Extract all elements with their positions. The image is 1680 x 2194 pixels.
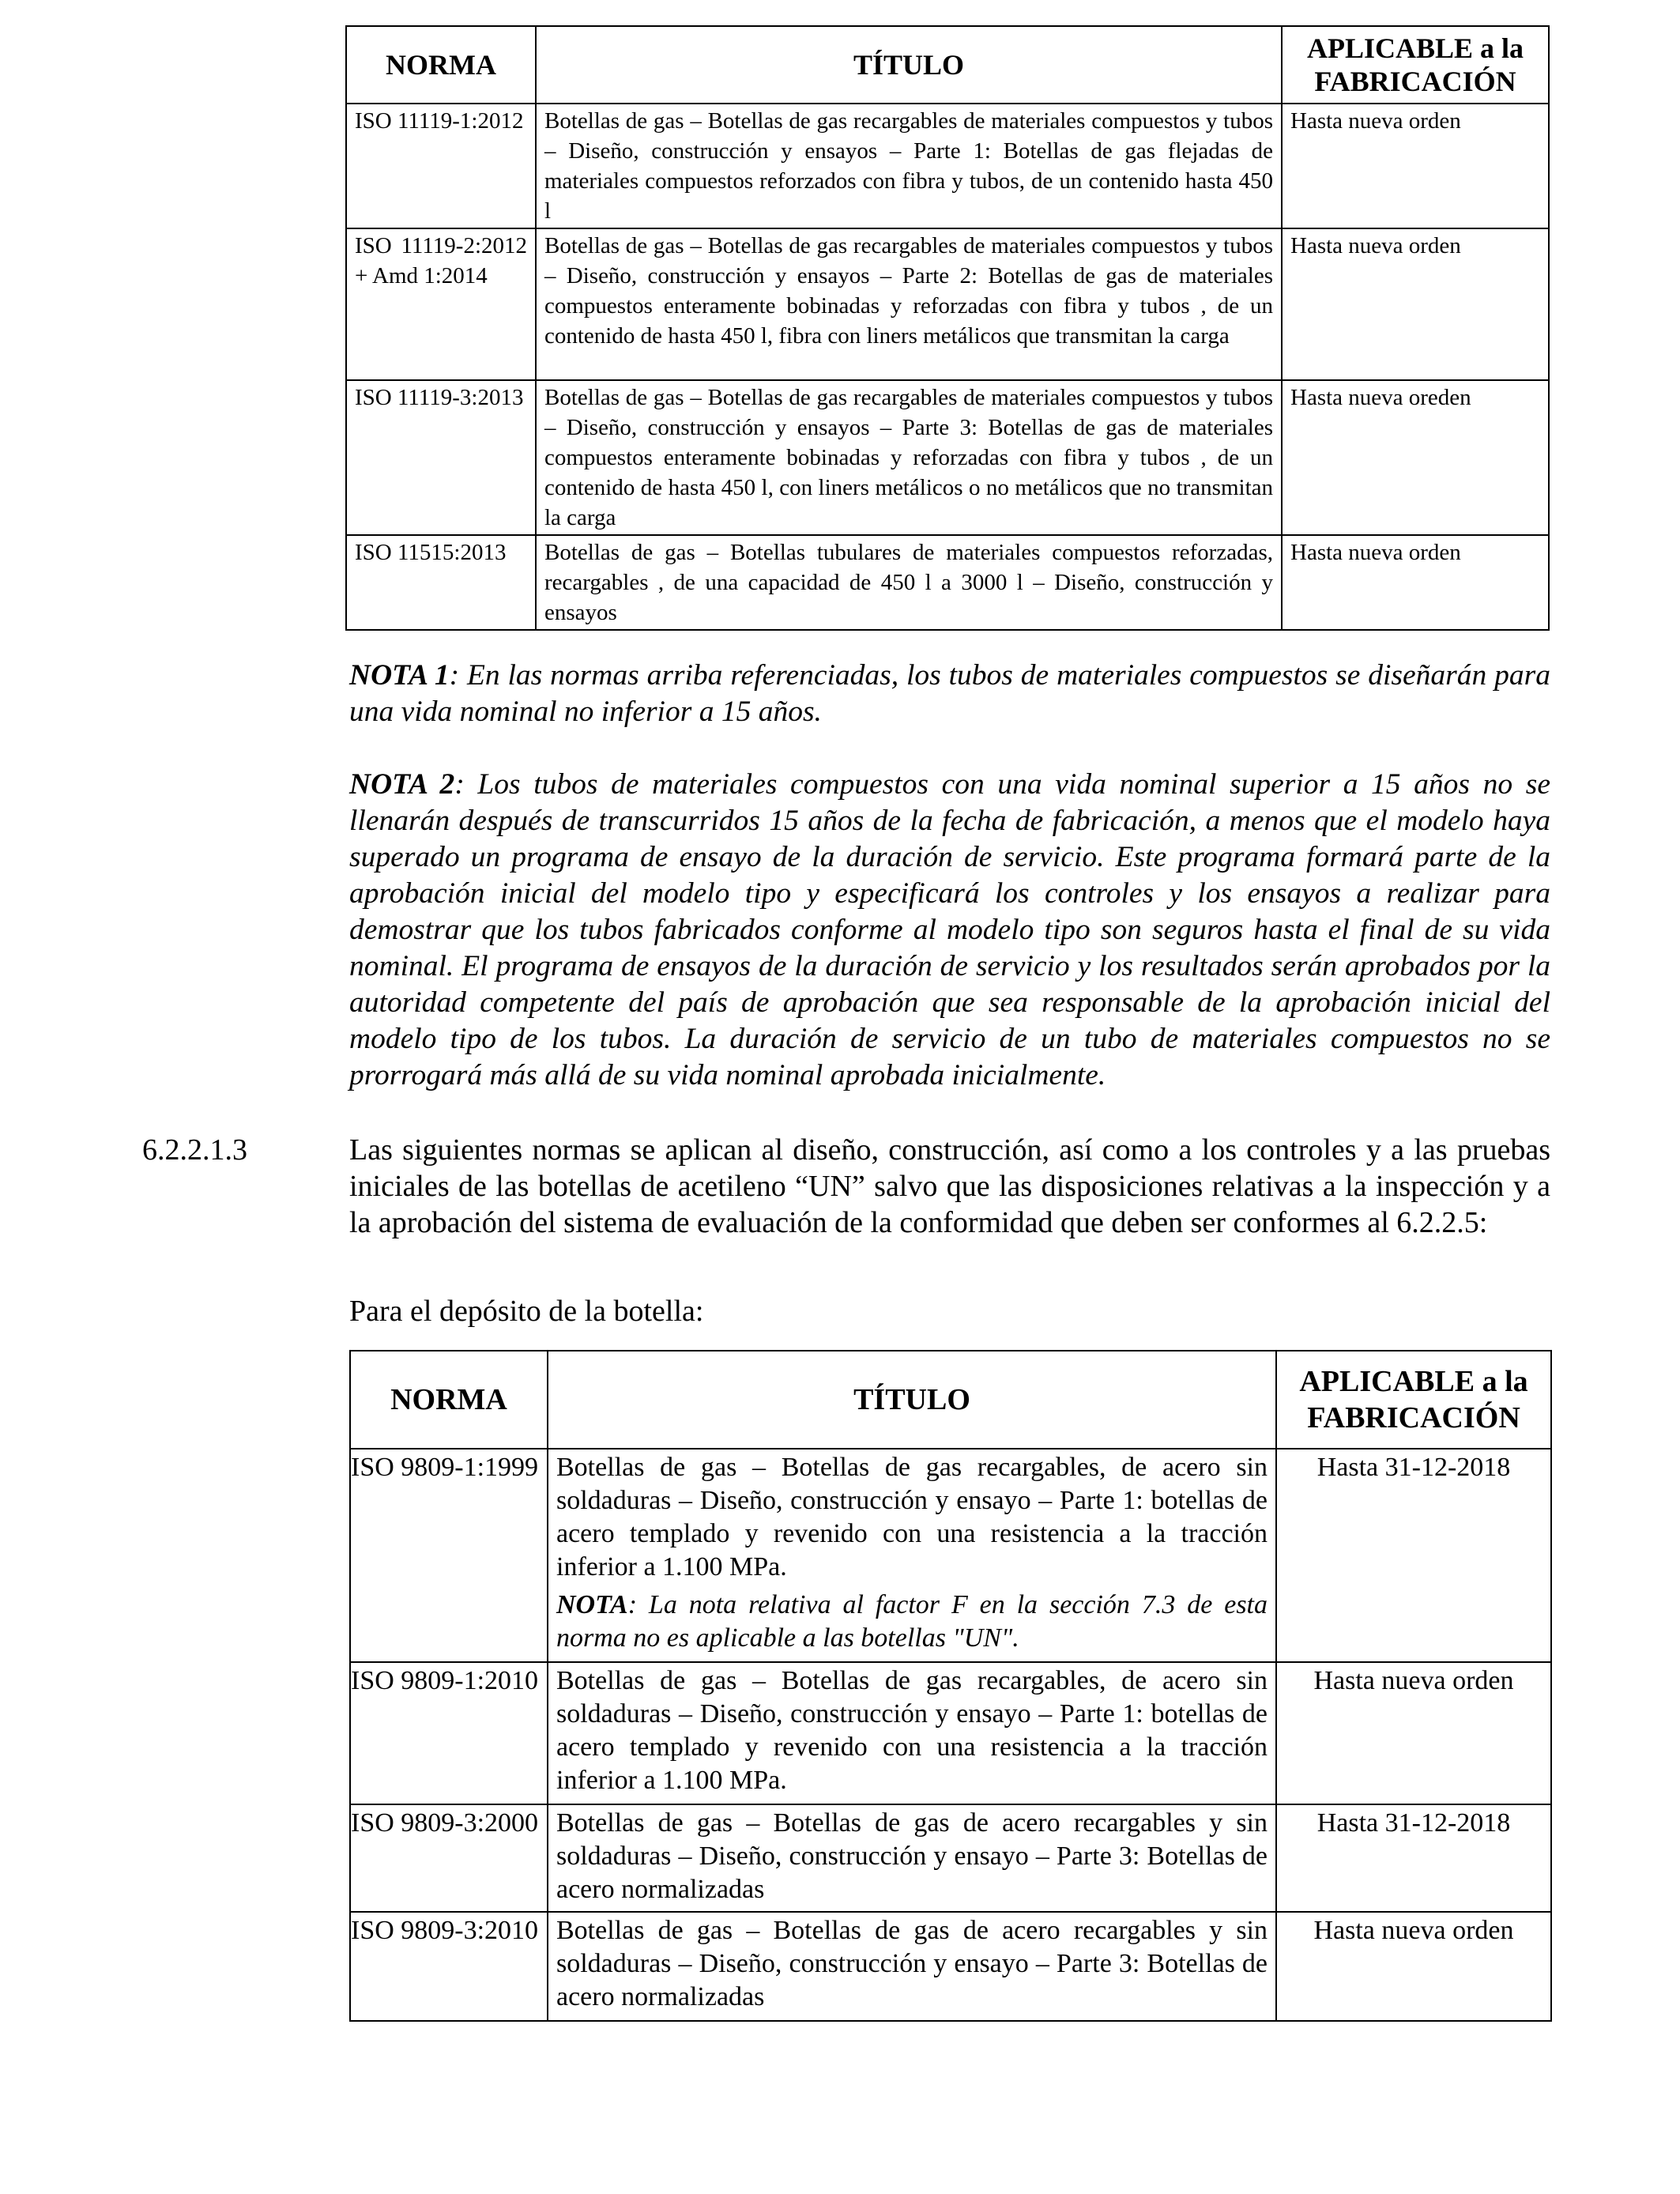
table-row [346,104,1549,228]
header-norma: NORMA [350,1351,548,1449]
aplicable-cell: Hasta nueva orden [1282,535,1549,630]
titulo-cell: Botellas de gas – Botellas de gas recargables, de acero sin soldaduras – Diseño, construcción y ensayo – Parte 1: botellas de acero templado y revenido con una resistencia a la tracción inferior a 1.100 MPa. [548,1662,1276,1804]
aplicable-cell: Hasta nueva orden [1282,228,1549,380]
header-aplicable: APLICABLE a la FABRICACIÓN [1276,1351,1551,1449]
header-aplicable: APLICABLE a la FABRICACIÓN [1282,26,1549,104]
norma-cell: ISO 9809-3:2000 [350,1804,548,1912]
aplicable-cell: Hasta nueva orden [1276,1912,1551,2021]
aplicable-cell: Hasta nueva oreden [1282,380,1549,535]
norma-cell: ISO 9809-1:1999 [350,1449,548,1662]
titulo-cell: Botellas de gas – Botellas de gas de acero recargables y sin soldaduras – Diseño, construcción y ensayo – Parte 3: Botellas de acero normalizadas [548,1804,1276,1912]
table-row [350,1912,1551,2021]
table-row [346,380,1549,535]
table-row [346,228,1549,380]
nota-1-text: : En las normas arriba referenciadas, los tubos de materiales compuestos se diseñarán para una vida nominal no inferior a 15 años. [349,659,1550,728]
titulo-note-text: : La nota relativa al factor F en la sección 7.3 de esta norma no es aplicable a las botellas "UN". [556,1590,1268,1653]
section-number: 6.2.2.1.3 [142,1133,247,1167]
norma-cell: ISO 11515:2013 [346,535,536,630]
nota-2-label: NOTA 2 [349,768,455,801]
table-row [350,1449,1551,1662]
aplicable-cell: Hasta nueva orden [1276,1662,1551,1804]
aplicable-cell: Hasta 31-12-2018 [1276,1804,1551,1912]
nota-2 [349,767,1550,1094]
titulo-text: Botellas de gas – Botellas de gas recargables, de acero sin soldaduras – Diseño, construcción y ensayo – Parte 1: botellas de acero templado y revenido con una resistencia a la tracción inferior a 1.100 MPa. [556,1453,1268,1581]
table-header-row [350,1351,1551,1449]
norma-cell: ISO 11119-2:2012 + Amd 1:2014 [346,228,536,380]
header-titulo: TÍTULO [536,26,1282,104]
titulo-cell [548,1449,1276,1662]
norma-cell: ISO 9809-3:2010 [350,1912,548,2021]
norma-cell: ISO 11119-1:2012 [346,104,536,228]
aplicable-cell: Hasta nueva orden [1282,104,1549,228]
aplicable-cell: Hasta 31-12-2018 [1276,1449,1551,1662]
norma-cell: ISO 9809-1:2010 [350,1662,548,1804]
table-header-row [346,26,1549,104]
header-norma: NORMA [346,26,536,104]
titulo-cell: Botellas de gas – Botellas de gas de acero recargables y sin soldaduras – Diseño, construcción y ensayo – Parte 3: Botellas de acero normalizadas [548,1912,1276,2021]
section-subheading: Para el depósito de la botella: [349,1295,704,1328]
titulo-cell: Botellas de gas – Botellas de gas recargables de materiales compuestos y tubos – Diseño, construcción y ensayos – Parte 1: Botellas de gas flejadas de materiales compuestos reforzados con fibra y tubos, de un contenido hasta 450 l [536,104,1282,228]
nota-2-text: : Los tubos de materiales compuestos con una vida nominal superior a 15 años no se llenarán después de transcurridos 15 años de la fecha de fabricación, a menos que el modelo haya superado un programa de ensayo de la duración de servicio. Este programa formará parte de la aprobación inicial del modelo tipo y especificará los controles y los ensayos a realizar para demostrar que los tubos fabricados conforme al modelo tipo son seguros hasta el final de su vida nominal. El programa de ensayos de la duración de servicio y los resultados serán aprobados por la autoridad competente del país de aprobación que sea responsable de la aprobación inicial del modelo tipo de los tubos. La duración de servicio de un tubo de materiales compuestos no se prorrogará más allá de su vida nominal aprobada inicialmente. [349,768,1550,1091]
table-row [350,1662,1551,1804]
nota-1-label: NOTA 1 [349,659,450,692]
titulo-cell: Botellas de gas – Botellas de gas recargables de materiales compuestos y tubos – Diseño, construcción y ensayos – Parte 2: Botellas de gas de materiales compuestos enteramente bobinadas y reforzadas con fibra y tubos , de un contenido de hasta 450 l, fibra con liners metálicos que transmitan la carga [536,228,1282,380]
nota-1 [349,658,1550,730]
norma-cell: ISO 11119-3:2013 [346,380,536,535]
standards-table-composite [345,25,1550,631]
titulo-note [556,1589,1268,1655]
header-titulo: TÍTULO [548,1351,1276,1449]
table-row [346,535,1549,630]
titulo-cell: Botellas de gas – Botellas de gas recargables de materiales compuestos y tubos – Diseño, construcción y ensayos – Parte 3: Botellas de gas de materiales compuestos enteramente bobinadas y reforzadas con fibra y tubos , de un contenido de hasta 450 l, con liners metálicos o no metálicos que no transmitan la carga [536,380,1282,535]
table-row [350,1804,1551,1912]
standards-table-acetylene [349,1350,1552,2022]
titulo-cell: Botellas de gas – Botellas tubulares de materiales compuestos reforzadas, recargables , de una capacidad de 450 l a 3000 l – Diseño, construcción y ensayos [536,535,1282,630]
titulo-note-label: NOTA [556,1590,628,1619]
section-paragraph: Las siguientes normas se aplican al diseño, construcción, así como a los controles y a las pruebas iniciales de las botellas de acetileno “UN” salvo que las disposiciones relativas a la inspección y a la aprobación del sistema de evaluación de la conformidad que deben ser conformes al 6.2.2.5: [349,1133,1550,1239]
